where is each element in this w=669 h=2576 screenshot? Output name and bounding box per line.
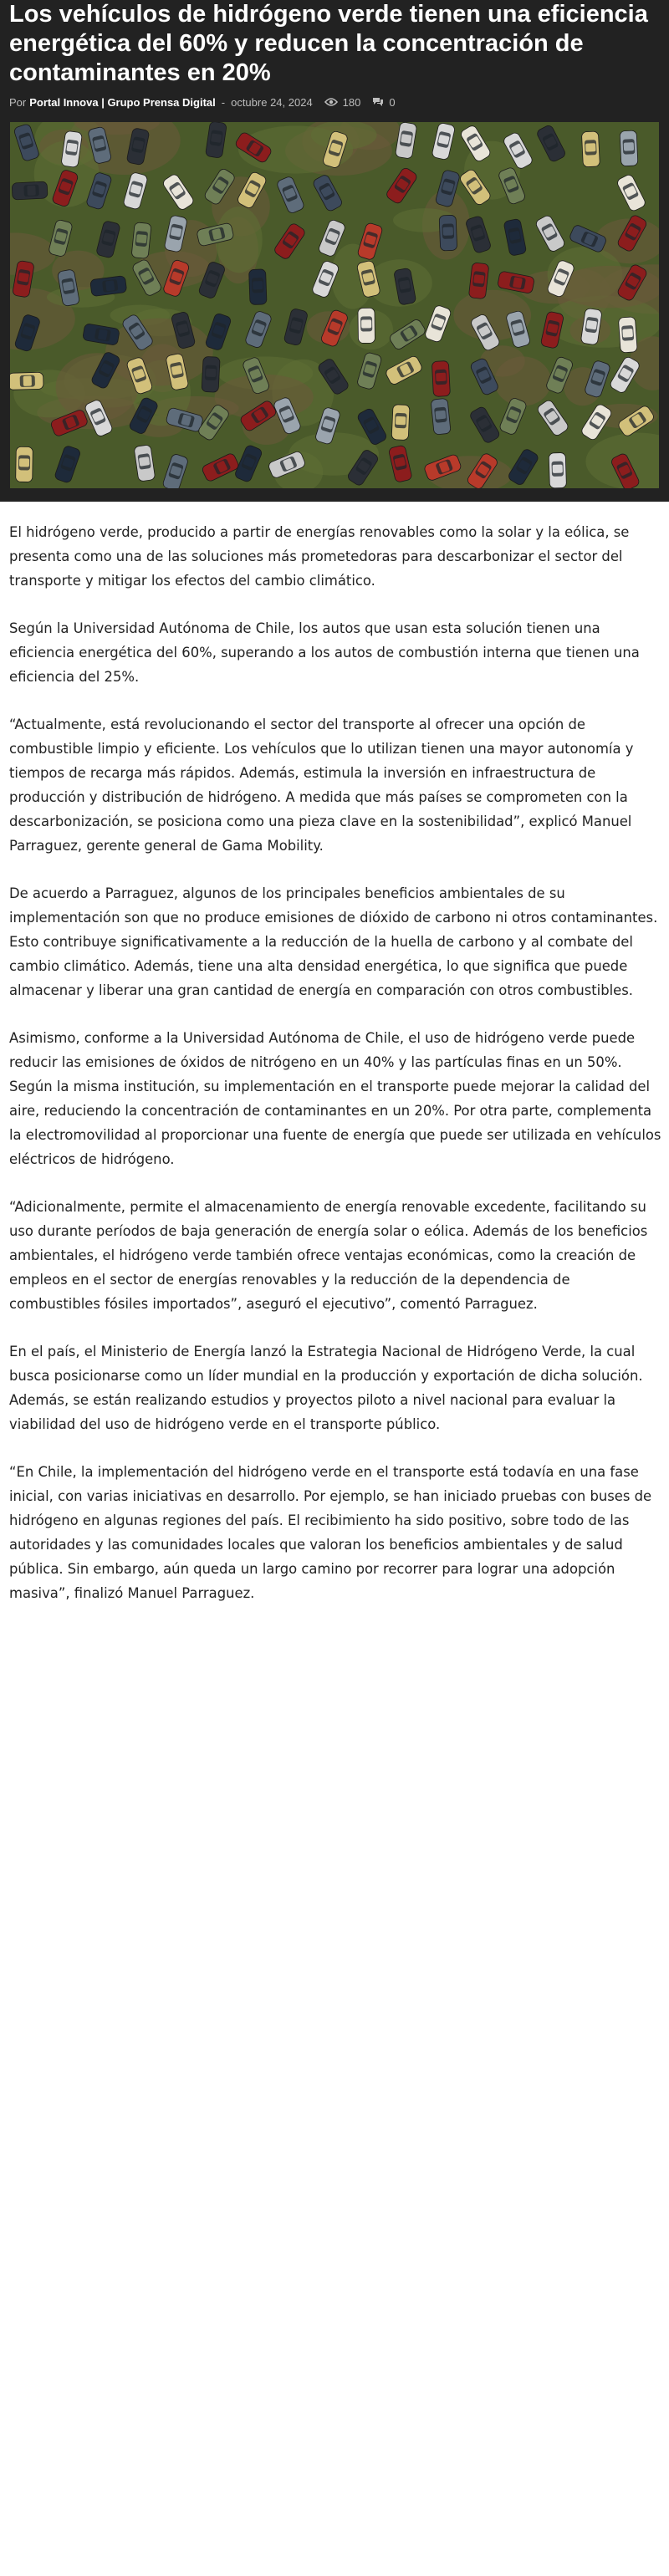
article-paragraph-6: “Adicionalmente, permite el almacenamiento de energía renovable excedente, facilitando su uso durante períodos de baja generación de energía solar o eólica. Además de los beneficios ambientales, el hidrógeno verde también ofrece ventajas económicas, como la creación de empleos en el sector de energías renovables y la reducción de la dependencia de combustibles fósiles importados”, aseguró el ejecutivo”, comentó Parraguez.: [9, 1199, 648, 1312]
by-prefix: Por: [9, 95, 27, 109]
aerial-parked-cars-image: [10, 122, 659, 488]
article-paragraph-8: “En Chile, la implementación del hidrógeno verde en el transporte está todavía en una fase inicial, con varias iniciativas en desarrollo. Por ejemplo, se han iniciado pruebas con buses de hidrógeno en algunas regiones del país. El recibimiento ha sido positivo, sobre todo de las autoridades y las comunidades locales que valoran los beneficios ambientales y de salud pública. Sin embargo, aún queda un largo camino por recorrer para lograr una adopción masiva”, finalizó Manuel Parraguez.: [9, 1464, 652, 1601]
eye-icon: [324, 98, 338, 106]
author-link[interactable]: Portal Innova | Grupo Prensa Digital: [29, 95, 216, 109]
article-header: [0, 0, 669, 502]
comment-icon: [372, 97, 384, 107]
views-count: 180: [342, 95, 361, 109]
comments-count: 0: [389, 95, 396, 109]
article-paragraph-7: En el país, el Ministerio de Energía lanzó la Estrategia Nacional de Hidrógeno Verde, la cual busca posicionarse como un líder mundial en la producción y exportación de dicha solución. Además, se están realizando estudios y proyectos piloto a nivel nacional para evaluar la viabilidad del uso de hidrógeno verde en el transporte público.: [9, 1344, 643, 1432]
publish-date: octubre 24, 2024: [231, 95, 313, 109]
meta-separator: -: [221, 95, 226, 109]
article-paragraph-1: El hidrógeno verde, producido a partir de energías renovables como la solar y la eólica, se presenta como una de las soluciones más prometedoras para descarbonizar el sector del transporte y mitigar los efectos del cambio climático.: [9, 524, 630, 589]
comments-counter[interactable]: [372, 96, 395, 109]
article-paragraph-5: Asimismo, conforme a la Universidad Autónoma de Chile, el uso de hidrógeno verde puede reducir las emisiones de óxidos de nitrógeno en un 40% y las partículas finas en un 50%. Según la misma institución, su implementación en el transporte puede mejorar la calidad del aire, reduciendo la concentración de contaminantes en un 20%. Por otra parte, complementa la electromovilidad al proporcionar una fuente de energía que puede ser utilizada en vehículos eléctricos de hidrógeno.: [9, 1030, 661, 1167]
views-counter: [324, 96, 361, 109]
hero-image: [10, 122, 659, 488]
article-meta: [9, 94, 396, 110]
article-paragraph-2: Según la Universidad Autónoma de Chile, los autos que usan esta solución tienen una eficiencia energética del 60%, superando a los autos de combustión interna que tienen una eficiencia del 25%.: [9, 620, 640, 685]
article-body: [9, 520, 663, 1629]
article-paragraph-3: “Actualmente, está revolucionando el sector del transporte al ofrecer una opción de combustible limpio y eficiente. Los vehículos que lo utilizan tienen una mayor autonomía y tiempos de recarga más rápidos. Además, estimula la inversión en infraestructura de producción y distribución de hidrógeno. A medida que más países se comprometen con la descarbonización, se posiciona como una pieza clave en la sostenibilidad”, explicó Manuel Parraguez, gerente general de Gama Mobility.: [9, 717, 634, 854]
article-paragraph-4: De acuerdo a Parraguez, algunos de los principales beneficios ambientales de su implementación son que no produce emisiones de dióxido de carbono ni otros contaminantes. Esto contribuye significativamente a la reducción de la huella de carbono y al combate del cambio climático. Además, tiene una alta densidad energética, lo que significa que puede almacenar y liberar una gran cantidad de energía en comparación con otros combustibles.: [9, 885, 658, 998]
article-headline: Los vehículos de hidrógeno verde tienen una eficiencia energética del 60% y reducen la concentración de contaminantes en 20%: [9, 1, 648, 86]
